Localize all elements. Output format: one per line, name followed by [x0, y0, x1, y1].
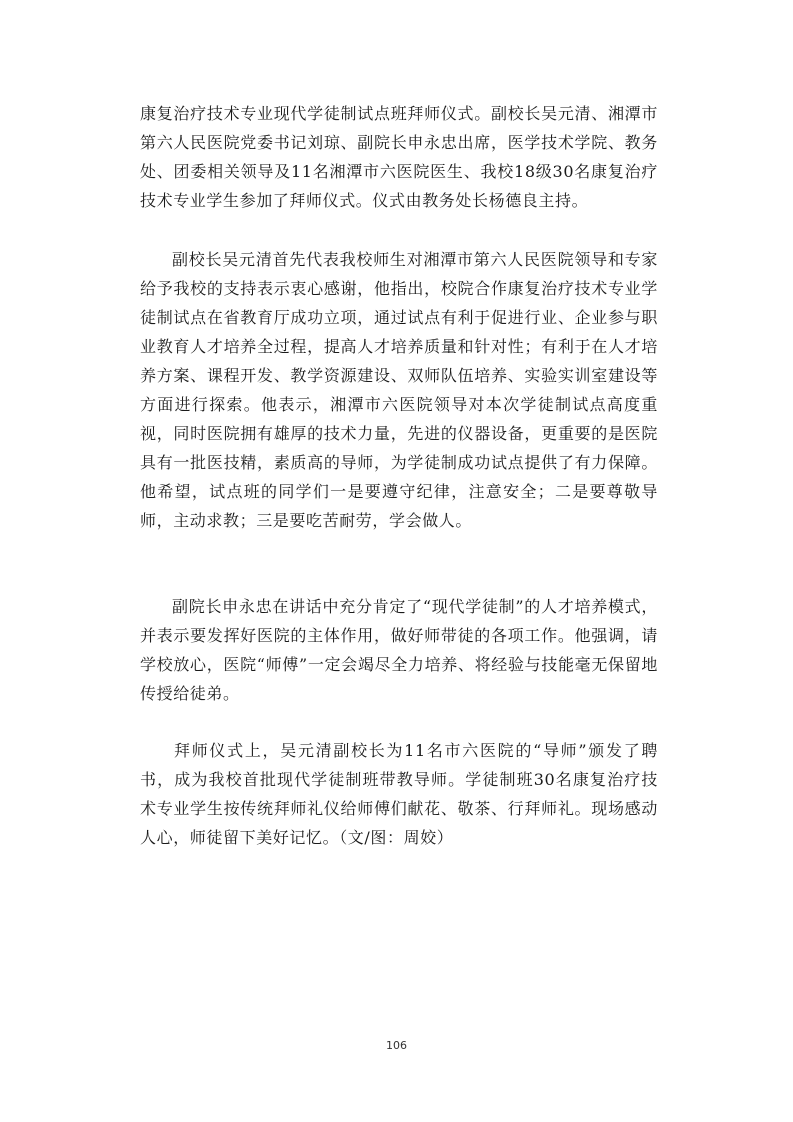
page-number: 106 — [386, 1039, 407, 1052]
paragraph-vice-president-speech: 副院长申永忠在讲话中充分肯定了“现代学徒制”的人才培养模式，并表示要发挥好医院的主体作用，做好师带徒的各项工作。他强调，请学校放心，医院“师傅”一定会竭尽全力培养、将经验与技能毫无保留地传授给徒弟。 — [140, 597, 658, 703]
paragraph-certificate-ceremony: 拜师仪式上，吴元清副校长为11名市六医院的“导师”颁发了聘书，成为我校首批现代学徒制班带教导师。学徒制班30名康复治疗技术专业学生按传统拜师礼仪给师傅们献花、敬茶、行拜师礼。现场感动人心，师徒留下美好记忆。（文/图：周姣） — [140, 741, 658, 847]
paragraph-ceremony-intro: 康复治疗技术专业现代学徒制试点班拜师仪式。副校长吴元清、湘潭市第六人民医院党委书记刘琼、副院长申永忠出席，医学技术学院、教务处、团委相关领导及11名湘潭市六医院医生、我校18级30名康复治疗技术专业学生参加了拜师仪式。仪式由教务处长杨德良主持。 — [140, 104, 658, 210]
paragraph-vice-principal-speech: 副校长吴元清首先代表我校师生对湘潭市第六人民医院领导和专家给予我校的支持表示衷心感谢，他指出，校院合作康复治疗技术专业学徒制试点在省教育厅成功立项，通过试点有利于促进行业、企业参与职业教育人才培养全过程，提高人才培养质量和针对性；有利于在人才培养方案、课程开发、教学资源建设、双师队伍培养、实验实训室建设等方面进行探索。他表示，湘潭市六医院领导对本次学徒制试点高度重视，同时医院拥有雄厚的技术力量，先进的仪器设备，更重要的是医院具有一批医技精，素质高的导师，为学徒制成功试点提供了有力保障。他希望，试点班的同学们一是要遵守纪律，注意安全；二是要尊敬导师，主动求教；三是要吃苦耐劳，学会做人。 — [140, 250, 658, 530]
